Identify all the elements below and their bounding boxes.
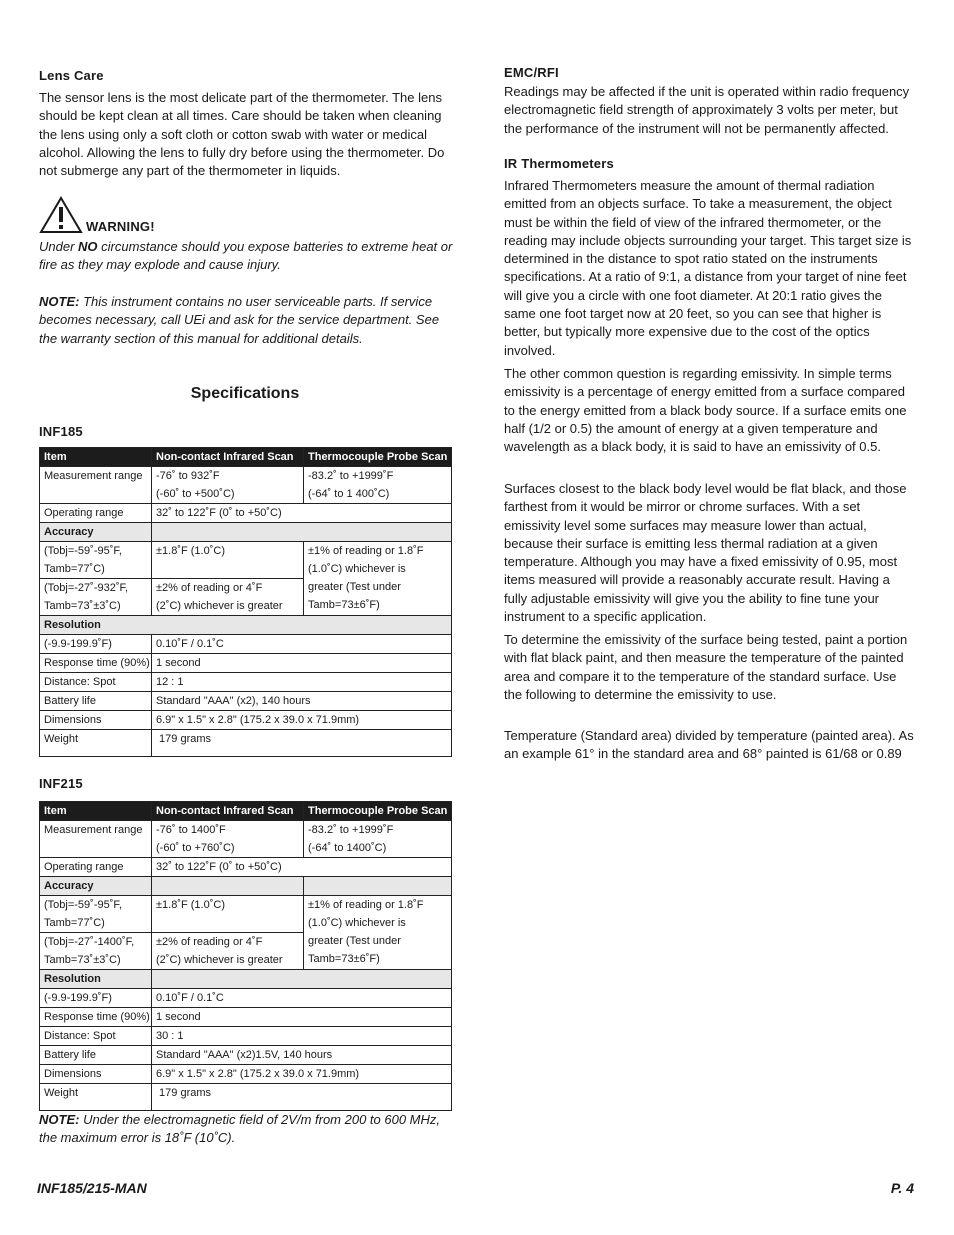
row-label: (Tobj=-59˚-95˚F, Tamb=77˚C)	[40, 542, 152, 579]
table-row	[40, 542, 452, 579]
ir-body: Infrared Thermometers measure the amount of thermal radiation emitted from an objects surface. To take a measurement, the object must be within the field of view of the infrared thermometer, or the reading may include objects surrounding your target. This target size is determined in the distance to spot ratio stated on the instruments specifications. At a ratio of 9:1, a distance from your target of nine feet will give you a circle with one foot diameter. At 20:1 ratio gives the same one foot target now at 20 feet, so you can see that higher is better, but typically more expensive due to the cost of the optics involved.	[504, 178, 912, 358]
row-label: Distance: Spot	[40, 673, 152, 692]
table-row	[40, 673, 452, 692]
table-row	[40, 1065, 452, 1084]
row-label: (Tobj=-59˚-95˚F, Tamb=77˚C)	[40, 896, 152, 933]
row-label: (-9.9-199.9˚F)	[40, 989, 152, 1008]
table-row	[40, 1084, 452, 1111]
table-section-row	[40, 877, 452, 896]
lens-care-heading: Lens Care	[39, 68, 104, 83]
header-probe: Thermocouple Probe Scan	[304, 802, 452, 821]
row-label: Distance: Spot	[40, 1027, 152, 1046]
lens-care-body: The sensor lens is the most delicate part of the thermometer. The lens should be kept clean at all times. Care should be taken when cleaning the lens using only a soft cloth or cotton swab with water or medical alcohol. Allowing the lens to fully dry before using the thermometer. Do not submerge any part of the thermometer in liquids.	[39, 90, 445, 179]
note-emf: NOTE: Under the electromagnetic field of 2V/m from 200 to 600 MHz, the maximum error is 18˚F (10˚C).	[39, 1112, 441, 1146]
ir-heading: IR Thermometers	[504, 156, 614, 171]
row-label: Response time (90%)	[40, 654, 152, 673]
table-row	[40, 858, 452, 877]
table-row	[40, 1027, 452, 1046]
section-empty	[152, 970, 452, 989]
inf185-heading: INF185	[39, 424, 83, 439]
row-label: Measurement range	[40, 467, 152, 504]
cell-value: 32˚ to 122˚F (0˚ to +50˚C)	[152, 504, 452, 523]
cell-probe: -83.2˚ to +1999˚F (-64˚ to 1400˚C)	[304, 821, 452, 858]
table-section-row	[40, 970, 452, 989]
row-label: Measurement range	[40, 821, 152, 858]
footer-page-number: P. 4	[890, 1180, 914, 1196]
cell-infrared: ±1.8˚F (1.0˚C)	[152, 896, 304, 933]
cell-value: Standard "AAA" (x2)1.5V, 140 hours	[152, 1046, 452, 1065]
table-row	[40, 989, 452, 1008]
row-label: (-9.9-199.9˚F)	[40, 635, 152, 654]
note-label: NOTE:	[39, 1112, 80, 1127]
emc-heading: EMC/RFI	[504, 65, 559, 80]
row-label: Operating range	[40, 858, 152, 877]
section-empty	[152, 877, 304, 896]
row-label: Weight	[40, 730, 152, 757]
warning-triangle-icon	[39, 196, 83, 234]
warning-heading: WARNING!	[86, 219, 155, 234]
section-label: Accuracy	[40, 877, 152, 896]
emissivity-paragraph-4: Temperature (Standard area) divided by temperature (painted area). As an example 61° in the standard area and 68° painted is 61/68 or 0.89	[504, 728, 914, 762]
cell-infrared: -76˚ to 1400˚F (-60˚ to +760˚C)	[152, 821, 304, 858]
cell-value: 1 second	[152, 654, 452, 673]
header-infrared: Non-contact Infrared Scan	[152, 802, 304, 821]
table-row	[40, 654, 452, 673]
section-label: Resolution	[40, 616, 452, 635]
header-infrared: Non-contact Infrared Scan	[152, 448, 304, 467]
emissivity-paragraph-2: Surfaces closest to the black body level would be flat black, and those farthest from it would be mirror or chrome surfaces. With a set emissivity level some surfaces may measure lower than actual, because their surface is emitting less thermal radiation at a given temperature. Although you may have a fixed emissivity of 0.95, most items measured will provide a reasonably accurate result. Having a fully adjustable emissivity will give you the ability to fine tune your instrument to a specific application.	[504, 481, 907, 625]
footer-manual-id: INF185/215-MAN	[37, 1180, 147, 1196]
cell-value: 179 grams	[152, 730, 452, 757]
warning-text: Under NO circumstance should you expose batteries to extreme heat or fire as they may explode and cause injury.	[39, 239, 453, 273]
cell-value: 0.10˚F / 0.1˚C	[152, 989, 452, 1008]
table-row	[40, 730, 452, 757]
row-label: (Tobj=-27˚-1400˚F, Tamb=73˚±3˚C)	[40, 933, 152, 970]
header-item: Item	[40, 448, 152, 467]
table-row	[40, 692, 452, 711]
cell-value: Standard "AAA" (x2), 140 hours	[152, 692, 452, 711]
table-header-row	[40, 448, 452, 467]
cell-value: 6.9" x 1.5" x 2.8" (175.2 x 39.0 x 71.9mm)	[152, 711, 452, 730]
row-label: Battery life	[40, 692, 152, 711]
header-probe: Thermocouple Probe Scan	[304, 448, 452, 467]
emissivity-paragraph-1: The other common question is regarding emissivity. In simple terms emissivity is a percentage of energy emitted from a surface compared to the energy emitted from a black body source. If a surface emits one half (1/2 or 0.5) the amount of energy at a given temperature and wavelength as a black body, it is said to have an emissivity of 0.5.	[504, 366, 907, 455]
cell-probe: -83.2˚ to +1999˚F (-64˚ to 1 400˚C)	[304, 467, 452, 504]
cell-infrared: ±1.8˚F (1.0˚C)	[152, 542, 304, 579]
row-label: (Tobj=-27˚-932˚F, Tamb=73˚±3˚C)	[40, 579, 152, 616]
row-label: Dimensions	[40, 711, 152, 730]
cell-value: 179 grams	[152, 1084, 452, 1111]
table-section-row	[40, 616, 452, 635]
cell-probe: ±1% of reading or 1.8˚F (1.0˚C) whichever is greater (Test under Tamb=73±6˚F)	[304, 542, 452, 616]
cell-probe: ±1% of reading or 1.8˚F (1.0˚C) whichever is greater (Test under Tamb=73±6˚F)	[304, 896, 452, 970]
cell-value: 1 second	[152, 1008, 452, 1027]
table-row	[40, 504, 452, 523]
table-row	[40, 1046, 452, 1065]
table-row	[40, 467, 452, 504]
emc-body: Readings may be affected if the unit is operated within radio frequency electromagnetic field strength of approximately 3 volts per meter, but the performance of the instrument will not be permanently affected.	[504, 84, 910, 136]
table-header-row	[40, 802, 452, 821]
emissivity-paragraph-3: To determine the emissivity of the surface being tested, paint a portion with flat black paint, and then measure the temperature of the painted area and compare it to the temperature of the standard surface. Use the following to determine the emissivity to use.	[504, 632, 908, 702]
header-item: Item	[40, 802, 152, 821]
row-label: Weight	[40, 1084, 152, 1111]
cell-infrared: ±2% of reading or 4˚F (2˚C) whichever is greater	[152, 933, 304, 970]
cell-value: 30 : 1	[152, 1027, 452, 1046]
note-service: NOTE: This instrument contains no user serviceable parts. If service becomes necessary, call UEi and ask for the service department. See the warranty section of this manual for additional details.	[39, 294, 440, 346]
table-row	[40, 1008, 452, 1027]
inf215-spec-table	[39, 801, 452, 1111]
row-label: Operating range	[40, 504, 152, 523]
cell-infrared: -76˚ to 932˚F (-60˚ to +500˚C)	[152, 467, 304, 504]
inf185-spec-table	[39, 447, 452, 757]
table-row	[40, 635, 452, 654]
note-label: NOTE:	[39, 294, 80, 309]
table-section-row	[40, 523, 452, 542]
cell-value: 0.10˚F / 0.1˚C	[152, 635, 452, 654]
row-label: Battery life	[40, 1046, 152, 1065]
cell-value: 12 : 1	[152, 673, 452, 692]
section-label: Accuracy	[40, 523, 152, 542]
cell-value: 32˚ to 122˚F (0˚ to +50˚C)	[152, 858, 452, 877]
row-label: Dimensions	[40, 1065, 152, 1084]
specifications-title: Specifications	[190, 385, 300, 402]
inf215-heading: INF215	[39, 776, 83, 791]
warning-emph: NO	[78, 239, 98, 254]
cell-value: 6.9" x 1.5" x 2.8" (175.2 x 39.0 x 71.9mm)	[152, 1065, 452, 1084]
cell-infrared: ±2% of reading or 4˚F (2˚C) whichever is greater	[152, 579, 304, 616]
section-empty	[152, 523, 452, 542]
table-row	[40, 896, 452, 933]
table-row	[40, 821, 452, 858]
section-empty	[304, 877, 452, 896]
section-label: Resolution	[40, 970, 152, 989]
row-label: Response time (90%)	[40, 1008, 152, 1027]
table-row	[40, 711, 452, 730]
